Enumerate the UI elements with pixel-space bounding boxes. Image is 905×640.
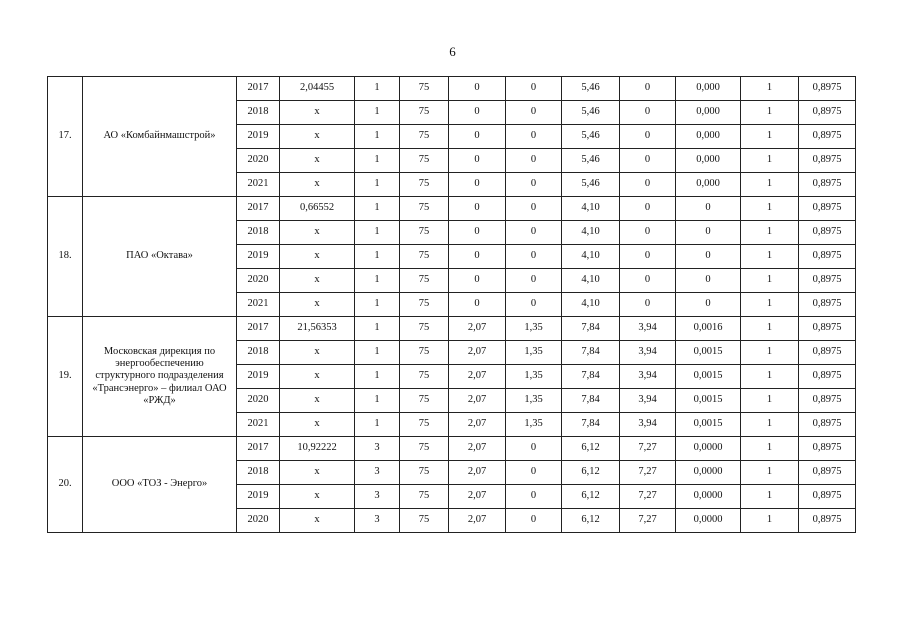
value-cell: 1 xyxy=(741,461,799,485)
value-cell: 1,35 xyxy=(506,389,562,413)
page-number: 6 xyxy=(449,44,456,59)
value-cell: 2,07 xyxy=(449,413,506,437)
value-cell: 1,35 xyxy=(506,341,562,365)
value-cell: 0 xyxy=(620,101,676,125)
value-cell: 0 xyxy=(449,149,506,173)
value-cell: 1 xyxy=(355,125,400,149)
year-cell: 2018 xyxy=(237,101,280,125)
value-cell: 0,000 xyxy=(676,149,741,173)
value-cell: 1 xyxy=(355,101,400,125)
value-cell: 0 xyxy=(620,269,676,293)
value-cell: 0,0000 xyxy=(676,485,741,509)
value-cell: х xyxy=(280,173,355,197)
value-cell: 1,35 xyxy=(506,413,562,437)
value-cell: 0 xyxy=(620,77,676,101)
value-cell: 1 xyxy=(355,221,400,245)
value-cell: 2,07 xyxy=(449,389,506,413)
value-cell: 4,10 xyxy=(562,245,620,269)
value-cell: 1 xyxy=(355,389,400,413)
year-cell: 2021 xyxy=(237,173,280,197)
organization-name: ПАО «Октава» xyxy=(83,197,237,317)
row-number: 19. xyxy=(48,317,83,437)
year-cell: 2020 xyxy=(237,389,280,413)
value-cell: 6,12 xyxy=(562,485,620,509)
value-cell: 2,07 xyxy=(449,317,506,341)
value-cell: х xyxy=(280,413,355,437)
value-cell: 4,10 xyxy=(562,221,620,245)
value-cell: х xyxy=(280,125,355,149)
value-cell: 1,35 xyxy=(506,317,562,341)
year-cell: 2018 xyxy=(237,461,280,485)
value-cell: 0,8975 xyxy=(799,125,856,149)
value-cell: 6,12 xyxy=(562,509,620,533)
value-cell: 0 xyxy=(620,197,676,221)
value-cell: 1 xyxy=(355,245,400,269)
value-cell: 1 xyxy=(355,317,400,341)
value-cell: 0 xyxy=(676,221,741,245)
value-cell: 4,10 xyxy=(562,197,620,221)
value-cell: 0,8975 xyxy=(799,173,856,197)
value-cell: 4,10 xyxy=(562,293,620,317)
tariff-table xyxy=(47,76,856,533)
year-cell: 2017 xyxy=(237,197,280,221)
value-cell: х xyxy=(280,461,355,485)
row-number: 18. xyxy=(48,197,83,317)
value-cell: 5,46 xyxy=(562,125,620,149)
value-cell: 5,46 xyxy=(562,173,620,197)
value-cell: 1 xyxy=(741,293,799,317)
value-cell: 2,07 xyxy=(449,485,506,509)
organization-name: Московская дирекция по энергообеспечению структурного подразделения «Трансэнерго» – филиал ОАО «РЖД» xyxy=(83,317,237,437)
value-cell: 0 xyxy=(449,77,506,101)
value-cell: 1 xyxy=(741,173,799,197)
value-cell: 1 xyxy=(741,221,799,245)
value-cell: 1 xyxy=(741,389,799,413)
year-cell: 2019 xyxy=(237,485,280,509)
value-cell: 3,94 xyxy=(620,389,676,413)
value-cell: 2,07 xyxy=(449,509,506,533)
value-cell: 0,8975 xyxy=(799,341,856,365)
value-cell: 0 xyxy=(676,269,741,293)
value-cell: 0 xyxy=(506,125,562,149)
value-cell: 1 xyxy=(741,509,799,533)
value-cell: 75 xyxy=(400,101,449,125)
year-cell: 2019 xyxy=(237,245,280,269)
year-cell: 2017 xyxy=(237,437,280,461)
organization-name: ООО «ТОЗ - Энерго» xyxy=(83,437,237,533)
value-cell: 0,0015 xyxy=(676,389,741,413)
value-cell: 75 xyxy=(400,485,449,509)
value-cell: 0 xyxy=(506,245,562,269)
value-cell: 1 xyxy=(741,485,799,509)
value-cell: 0,0015 xyxy=(676,413,741,437)
value-cell: 2,04455 xyxy=(280,77,355,101)
year-cell: 2020 xyxy=(237,509,280,533)
value-cell: 0 xyxy=(506,293,562,317)
value-cell: 3,94 xyxy=(620,341,676,365)
year-cell: 2018 xyxy=(237,221,280,245)
value-cell: 75 xyxy=(400,341,449,365)
value-cell: х xyxy=(280,341,355,365)
value-cell: х xyxy=(280,221,355,245)
value-cell: 0 xyxy=(449,245,506,269)
value-cell: 1 xyxy=(741,197,799,221)
value-cell: 0 xyxy=(506,173,562,197)
value-cell: 0 xyxy=(620,173,676,197)
value-cell: 0 xyxy=(449,173,506,197)
value-cell: 0 xyxy=(620,293,676,317)
value-cell: 3,94 xyxy=(620,317,676,341)
year-cell: 2018 xyxy=(237,341,280,365)
value-cell: 1 xyxy=(355,197,400,221)
value-cell: 7,84 xyxy=(562,413,620,437)
value-cell: 0 xyxy=(449,221,506,245)
value-cell: 0,0015 xyxy=(676,341,741,365)
value-cell: 1 xyxy=(355,149,400,173)
year-cell: 2020 xyxy=(237,149,280,173)
value-cell: 1 xyxy=(355,413,400,437)
table-row xyxy=(48,197,856,221)
value-cell: 10,92222 xyxy=(280,437,355,461)
value-cell: х xyxy=(280,365,355,389)
value-cell: 0 xyxy=(449,125,506,149)
value-cell: 0 xyxy=(620,125,676,149)
value-cell: 0 xyxy=(620,149,676,173)
value-cell: 75 xyxy=(400,221,449,245)
value-cell: х xyxy=(280,101,355,125)
value-cell: 0,8975 xyxy=(799,245,856,269)
value-cell: 75 xyxy=(400,413,449,437)
value-cell: х xyxy=(280,269,355,293)
value-cell: 0,8975 xyxy=(799,365,856,389)
value-cell: 0 xyxy=(620,245,676,269)
year-cell: 2021 xyxy=(237,293,280,317)
value-cell: 5,46 xyxy=(562,149,620,173)
year-cell: 2019 xyxy=(237,125,280,149)
value-cell: 0,0015 xyxy=(676,365,741,389)
value-cell: 75 xyxy=(400,125,449,149)
value-cell: 6,12 xyxy=(562,437,620,461)
value-cell: 0,000 xyxy=(676,101,741,125)
value-cell: 0 xyxy=(676,197,741,221)
value-cell: 2,07 xyxy=(449,461,506,485)
value-cell: 21,56353 xyxy=(280,317,355,341)
row-number: 20. xyxy=(48,437,83,533)
value-cell: 0 xyxy=(506,437,562,461)
row-number: 17. xyxy=(48,77,83,197)
value-cell: 4,10 xyxy=(562,269,620,293)
value-cell: 7,84 xyxy=(562,341,620,365)
value-cell: 75 xyxy=(400,389,449,413)
value-cell: 3 xyxy=(355,461,400,485)
value-cell: 2,07 xyxy=(449,341,506,365)
value-cell: 0 xyxy=(506,485,562,509)
value-cell: 75 xyxy=(400,365,449,389)
value-cell: 3 xyxy=(355,437,400,461)
value-cell: 0,8975 xyxy=(799,77,856,101)
value-cell: 1 xyxy=(741,317,799,341)
value-cell: 0,8975 xyxy=(799,413,856,437)
year-cell: 2019 xyxy=(237,365,280,389)
value-cell: 7,84 xyxy=(562,317,620,341)
value-cell: 0 xyxy=(449,101,506,125)
value-cell: 0 xyxy=(506,197,562,221)
value-cell: 75 xyxy=(400,173,449,197)
value-cell: 0,8975 xyxy=(799,317,856,341)
value-cell: х xyxy=(280,149,355,173)
value-cell: х xyxy=(280,485,355,509)
value-cell: 0 xyxy=(506,221,562,245)
value-cell: 75 xyxy=(400,245,449,269)
value-cell: 1 xyxy=(741,269,799,293)
value-cell: 75 xyxy=(400,269,449,293)
value-cell: 1 xyxy=(355,293,400,317)
value-cell: 1 xyxy=(741,77,799,101)
value-cell: х xyxy=(280,293,355,317)
value-cell: 0 xyxy=(620,221,676,245)
value-cell: 0,8975 xyxy=(799,485,856,509)
value-cell: 3,94 xyxy=(620,365,676,389)
value-cell: 0 xyxy=(449,269,506,293)
value-cell: 75 xyxy=(400,293,449,317)
year-cell: 2017 xyxy=(237,77,280,101)
value-cell: 75 xyxy=(400,461,449,485)
year-cell: 2021 xyxy=(237,413,280,437)
value-cell: 0,000 xyxy=(676,173,741,197)
year-cell: 2020 xyxy=(237,269,280,293)
value-cell: 0,8975 xyxy=(799,461,856,485)
value-cell: 0,8975 xyxy=(799,389,856,413)
value-cell: 75 xyxy=(400,509,449,533)
value-cell: 7,27 xyxy=(620,485,676,509)
value-cell: 1 xyxy=(741,149,799,173)
value-cell: х xyxy=(280,509,355,533)
value-cell: 0 xyxy=(506,509,562,533)
value-cell: 5,46 xyxy=(562,77,620,101)
value-cell: 0,0016 xyxy=(676,317,741,341)
value-cell: 0,0000 xyxy=(676,461,741,485)
value-cell: 0,66552 xyxy=(280,197,355,221)
value-cell: 7,27 xyxy=(620,461,676,485)
value-cell: 75 xyxy=(400,317,449,341)
value-cell: 6,12 xyxy=(562,461,620,485)
value-cell: 75 xyxy=(400,437,449,461)
value-cell: 2,07 xyxy=(449,437,506,461)
value-cell: 0,8975 xyxy=(799,101,856,125)
value-cell: 0,000 xyxy=(676,125,741,149)
value-cell: 0 xyxy=(506,149,562,173)
value-cell: 1 xyxy=(741,437,799,461)
value-cell: 0,0000 xyxy=(676,509,741,533)
value-cell: 7,27 xyxy=(620,509,676,533)
value-cell: 1 xyxy=(355,365,400,389)
value-cell: 1 xyxy=(355,341,400,365)
value-cell: 0 xyxy=(449,197,506,221)
value-cell: 1 xyxy=(741,125,799,149)
organization-name: АО «Комбайнмашстрой» xyxy=(83,77,237,197)
year-cell: 2017 xyxy=(237,317,280,341)
value-cell: 1 xyxy=(355,173,400,197)
value-cell: 5,46 xyxy=(562,101,620,125)
value-cell: 0 xyxy=(449,293,506,317)
value-cell: 0,8975 xyxy=(799,149,856,173)
value-cell: 0,8975 xyxy=(799,269,856,293)
value-cell: 0 xyxy=(676,245,741,269)
value-cell: 0,8975 xyxy=(799,293,856,317)
value-cell: 7,84 xyxy=(562,365,620,389)
table-row xyxy=(48,437,856,461)
value-cell: 1 xyxy=(741,341,799,365)
value-cell: 0 xyxy=(506,461,562,485)
value-cell: х xyxy=(280,389,355,413)
value-cell: 3,94 xyxy=(620,413,676,437)
value-cell: 1 xyxy=(741,245,799,269)
value-cell: 3 xyxy=(355,485,400,509)
value-cell: 0,8975 xyxy=(799,221,856,245)
value-cell: 75 xyxy=(400,197,449,221)
value-cell: 0 xyxy=(506,269,562,293)
value-cell: 75 xyxy=(400,149,449,173)
value-cell: 0 xyxy=(676,293,741,317)
value-cell: 0,8975 xyxy=(799,509,856,533)
value-cell: 2,07 xyxy=(449,365,506,389)
value-cell: 1 xyxy=(741,365,799,389)
value-cell: х xyxy=(280,245,355,269)
value-cell: 0,8975 xyxy=(799,437,856,461)
value-cell: 1 xyxy=(741,101,799,125)
value-cell: 0 xyxy=(506,77,562,101)
value-cell: 0 xyxy=(506,101,562,125)
value-cell: 0,8975 xyxy=(799,197,856,221)
value-cell: 1 xyxy=(355,269,400,293)
table-row xyxy=(48,77,856,101)
value-cell: 1 xyxy=(741,413,799,437)
value-cell: 7,27 xyxy=(620,437,676,461)
value-cell: 0,000 xyxy=(676,77,741,101)
table-row xyxy=(48,317,856,341)
value-cell: 1,35 xyxy=(506,365,562,389)
value-cell: 7,84 xyxy=(562,389,620,413)
value-cell: 3 xyxy=(355,509,400,533)
value-cell: 1 xyxy=(355,77,400,101)
value-cell: 75 xyxy=(400,77,449,101)
table-body xyxy=(48,77,856,533)
value-cell: 0,0000 xyxy=(676,437,741,461)
